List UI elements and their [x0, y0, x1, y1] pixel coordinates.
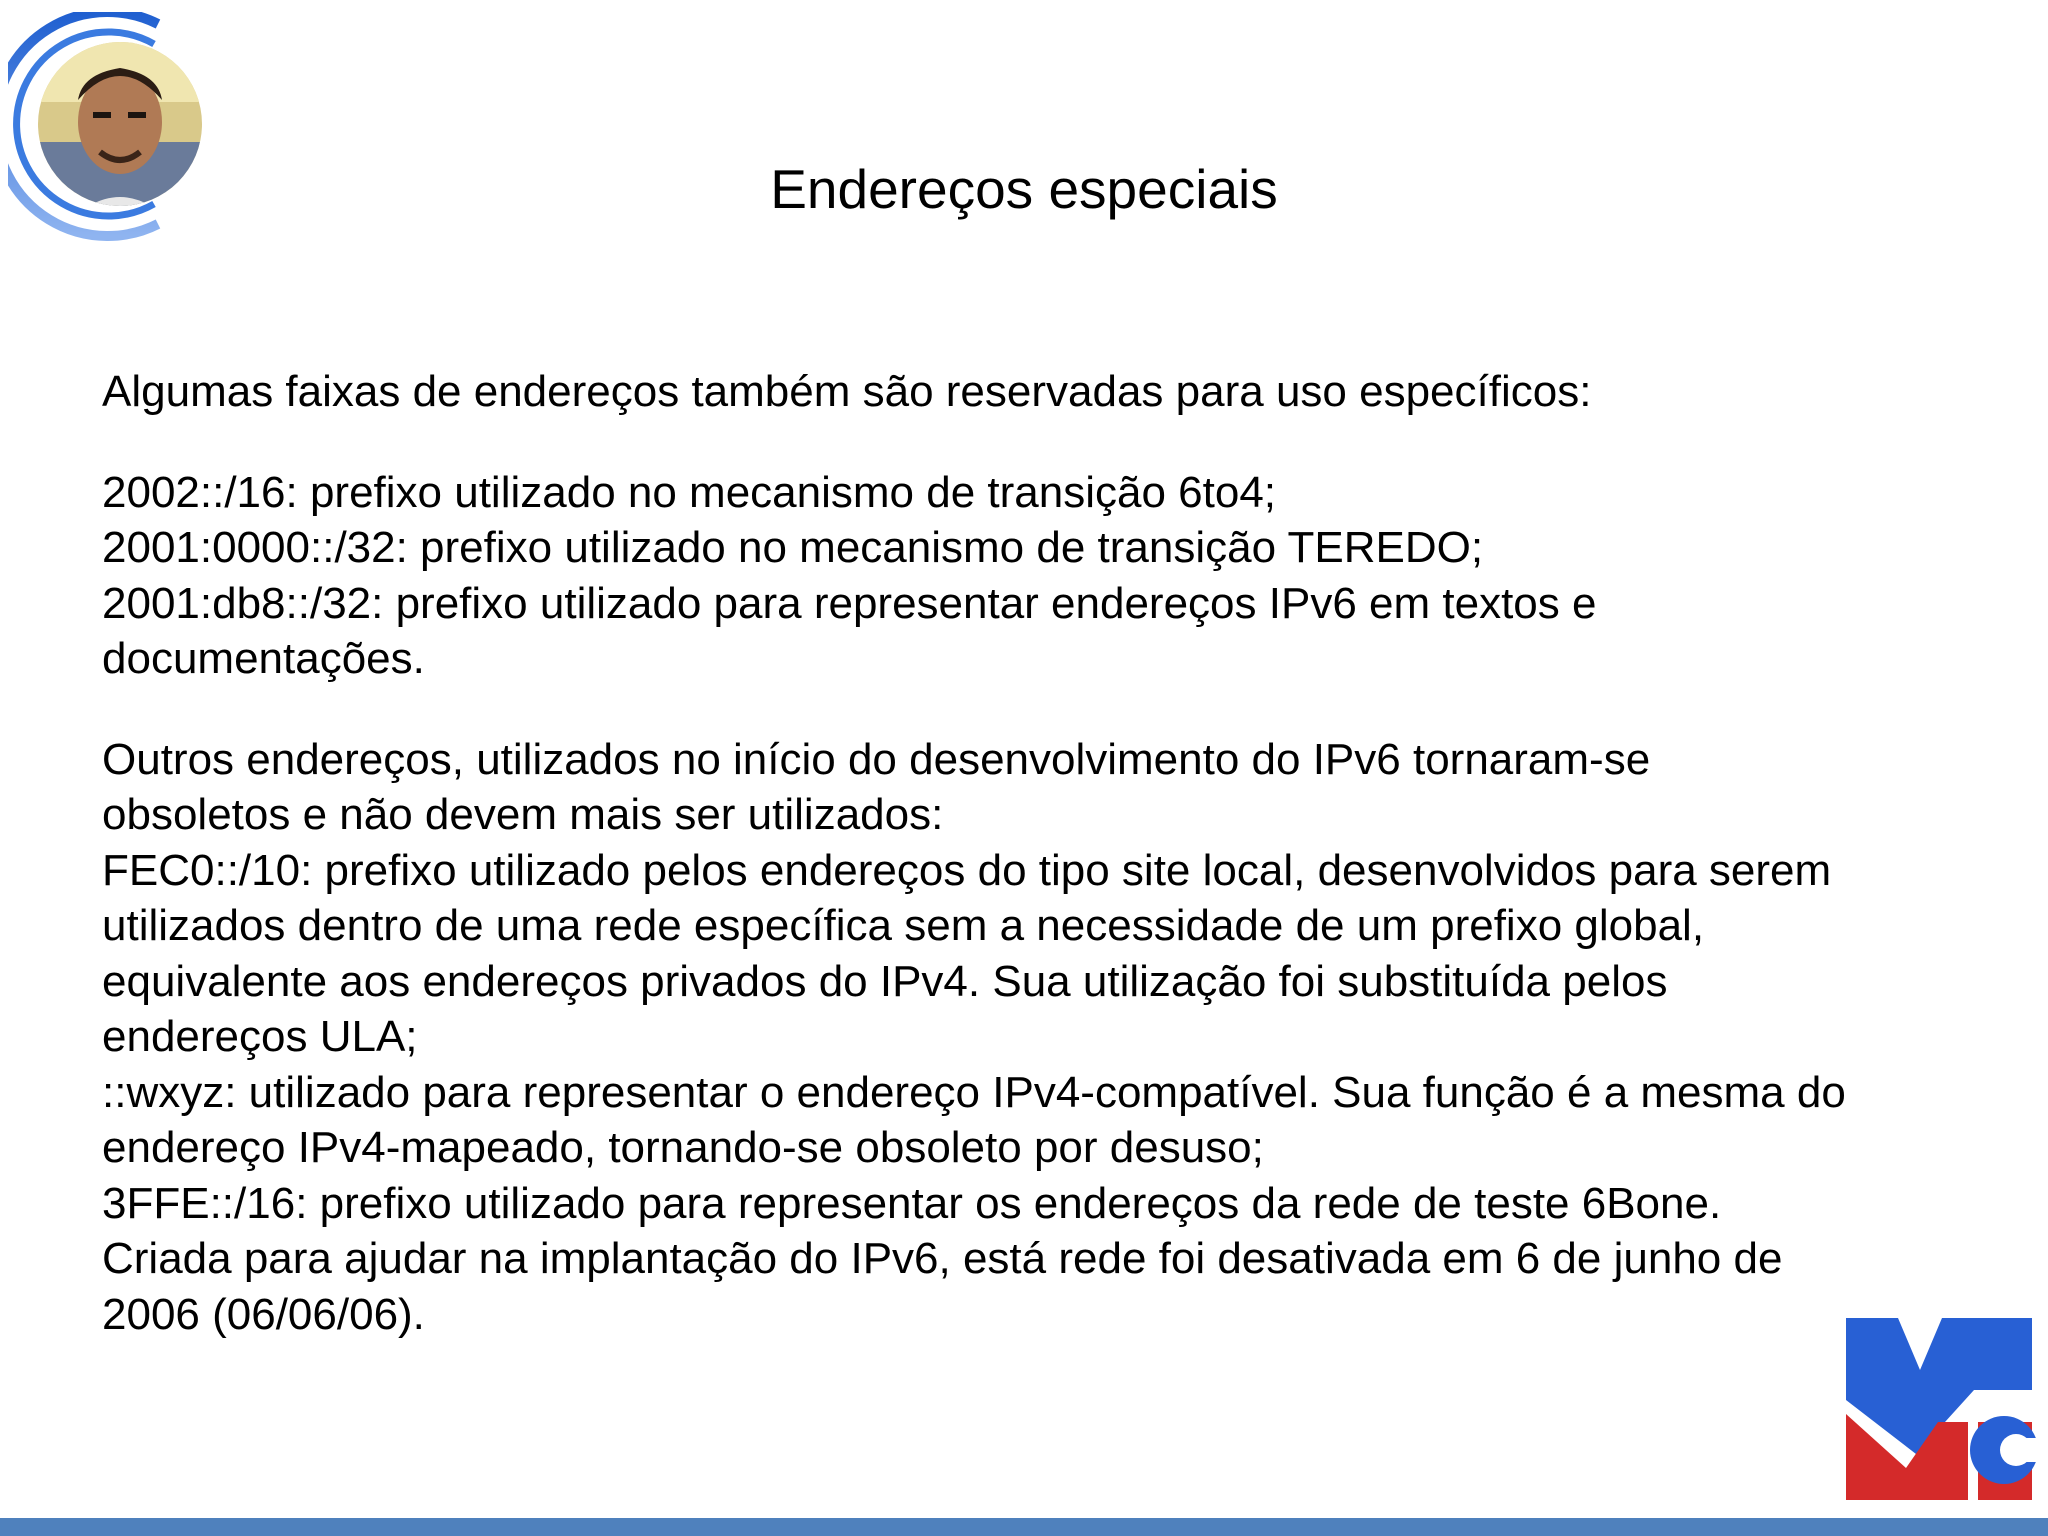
text-line: equivalente aos endereços privados do IPv4. Sua utilização foi substituída pelos: [102, 956, 1668, 1006]
footer-bar: [0, 1518, 2048, 1536]
paragraph-spacer: [102, 687, 2002, 732]
text-line: documentações.: [102, 634, 425, 683]
text-line: 2001:0000::/32: prefixo utilizado no mecanismo de transição TEREDO;: [102, 523, 1484, 572]
nic-logo: [1846, 1318, 2036, 1508]
reserved-addresses-paragraph: [102, 465, 2002, 687]
text-line: 2001:db8::/32: prefixo utilizado para representar endereços IPv6 em textos e: [102, 578, 1597, 628]
nic-logo-icon: [1846, 1318, 2036, 1508]
text-line: endereços ULA;: [102, 1012, 418, 1061]
text-line: ::wxyz: utilizado para representar o endereço IPv4-compatível. Sua função é a mesma do: [102, 1067, 1846, 1117]
text-line: 2002::/16: prefixo utilizado no mecanismo de transição 6to4;: [102, 467, 1277, 517]
slide-body: [102, 364, 2002, 1342]
text-line: Criada para ajudar na implantação do IPv6, está rede foi desativada em 6 de junho de: [102, 1234, 1783, 1283]
text-line: obsoletos e não devem mais ser utilizados:: [102, 790, 944, 839]
page-title: Endereços especiais: [770, 158, 1278, 220]
obsolete-addresses-paragraph: [102, 732, 2002, 1343]
paragraph-spacer: [102, 420, 2002, 465]
text-line: 3FFE::/16: prefixo utilizado para representar os endereços da rede de teste 6Bone.: [102, 1178, 1722, 1228]
text-line: utilizados dentro de uma rede específica sem a necessidade de um prefixo global,: [102, 901, 1705, 950]
text-line: endereço IPv4-mapeado, tornando-se obsoleto por desuso;: [102, 1123, 1264, 1172]
text-line: FEC0::/10: prefixo utilizado pelos endereços do tipo site local, desenvolvidos para serem: [102, 845, 1832, 895]
text-line: 2006 (06/06/06).: [102, 1289, 425, 1339]
intro-paragraph: Algumas faixas de endereços também são reservadas para uso específicos:: [102, 367, 1592, 416]
text-line: Outros endereços, utilizados no início do desenvolvimento do IPv6 tornaram-se: [102, 734, 1651, 784]
